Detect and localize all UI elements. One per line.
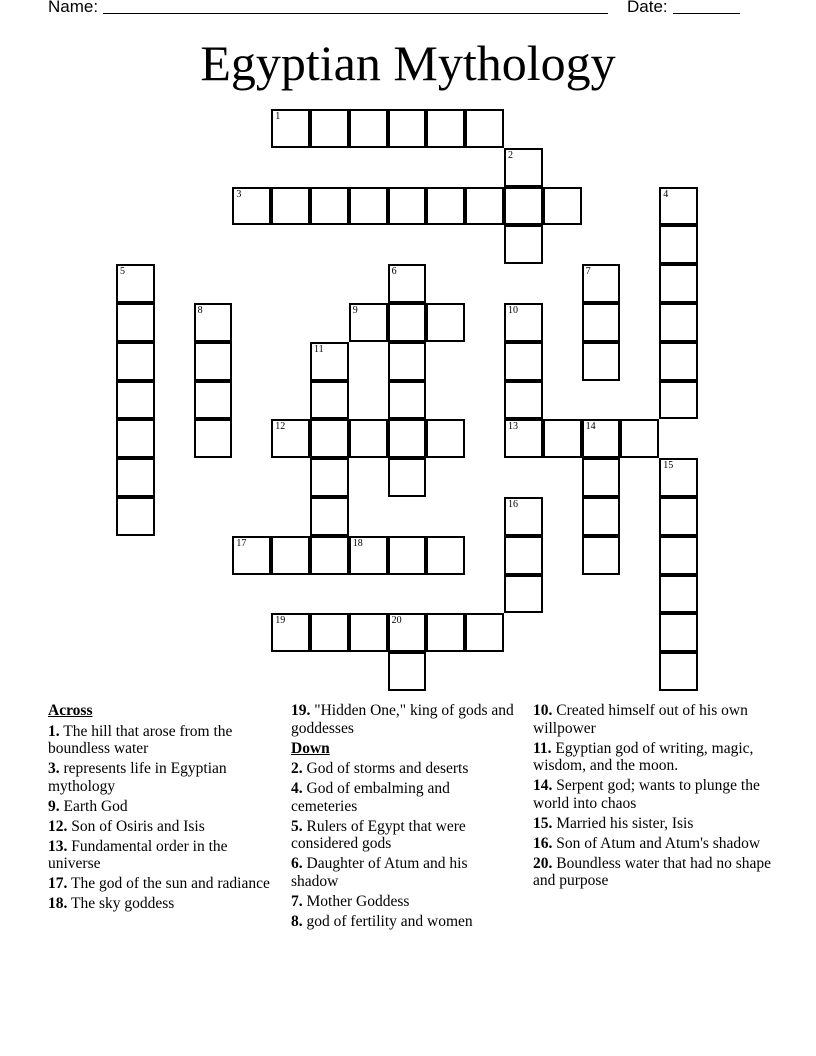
crossword-cell[interactable] [582,497,621,536]
crossword-cell[interactable] [388,458,427,497]
crossword-cell[interactable] [310,187,349,226]
crossword-cell[interactable] [620,419,659,458]
crossword-cell[interactable] [659,458,698,497]
clue-across: 9. Earth God [48,797,128,815]
clue-down: 4. God of embalming and cemeteries [291,780,450,815]
crossword-cell[interactable] [310,419,349,458]
clue-number: 18 [352,537,363,549]
clue-down: 10. Created himself out of his own willpower [533,702,748,737]
crossword-cell[interactable] [271,109,310,148]
crossword-cell[interactable] [388,419,427,458]
crossword-cell[interactable] [271,536,310,575]
clue-across: 1. The hill that arose from the boundless water [48,722,233,757]
crossword-cell[interactable] [349,187,388,226]
clue-across: 3. represents life in Egyptian mythology [48,760,227,795]
date-label: Date: [627,0,668,16]
clue-across: 13. Fundamental order in the universe [48,837,228,872]
crossword-cell[interactable] [310,536,349,575]
clue-number: 4 [663,188,669,200]
crossword-cell[interactable] [504,342,543,381]
clue-number: 6 [391,266,397,278]
crossword-cell[interactable] [582,458,621,497]
clue-down: 14. Serpent god; wants to plunge the world into chaos [533,777,760,812]
clue-down: 7. Mother Goddess [291,892,410,910]
crossword-cell[interactable] [504,303,543,342]
clue-down: 2. God of storms and deserts [291,760,469,777]
crossword-cell[interactable] [349,536,388,575]
clue-number: 9 [352,305,358,316]
clue-down: 15. Married his sister, Isis [533,814,694,832]
clue-number: 2 [508,149,513,161]
crossword-cell[interactable] [388,303,427,342]
crossword-cell[interactable] [504,381,543,420]
crossword-cell[interactable] [116,342,155,381]
crossword-cell[interactable] [426,613,465,652]
crossword-cell[interactable] [388,264,427,303]
crossword-cell[interactable] [271,187,310,226]
crossword-cell[interactable] [388,613,427,652]
crossword-cell[interactable] [659,381,698,420]
crossword-cell[interactable] [659,225,698,264]
crossword-cell[interactable] [194,303,233,342]
clues-column-1 [48,702,273,915]
crossword-cell[interactable] [310,613,349,652]
crossword-cell[interactable] [582,264,621,303]
crossword-cell[interactable] [388,536,427,575]
crossword-cell[interactable] [504,148,543,187]
crossword-cell[interactable] [310,109,349,148]
name-field[interactable] [103,13,608,14]
crossword-cell[interactable] [388,187,427,226]
clue-down: 8. god of fertility and women [291,912,473,930]
crossword-cell[interactable] [504,225,543,264]
crossword-cell[interactable] [116,303,155,342]
clue-number: 12 [275,421,286,433]
crossword-cell[interactable] [232,536,271,575]
crossword-cell[interactable] [504,419,543,458]
clue-down: 6. Daughter of Atum and his shadow [291,855,468,890]
crossword-cell[interactable] [116,458,155,497]
crossword-cell[interactable] [310,342,349,381]
crossword-cell[interactable] [543,187,582,226]
crossword-cell[interactable] [465,109,504,148]
crossword-cell[interactable] [426,303,465,342]
clue-number: 8 [197,305,203,316]
crossword-cell[interactable] [426,536,465,575]
crossword-cell[interactable] [194,342,233,381]
crossword-cell[interactable] [659,342,698,381]
crossword-cell[interactable] [116,419,155,458]
crossword-cell[interactable] [194,381,233,420]
crossword-cell[interactable] [504,497,543,536]
crossword-cell[interactable] [426,419,465,458]
crossword-cell[interactable] [116,381,155,420]
clue-number: 3 [236,188,242,200]
clue-across: 18. The sky goddess [48,895,175,912]
crossword-cell[interactable] [659,497,698,536]
clue-across: 19. "Hidden One," king of gods and goddesses [291,702,514,737]
clue-number: 20 [391,615,402,627]
crossword-cell[interactable] [388,109,427,148]
clue-across: 12. Son of Osiris and Isis [48,817,205,835]
clue-number: 13 [508,421,518,433]
crossword-cell[interactable] [582,419,621,458]
crossword-cell[interactable] [349,613,388,652]
crossword-cell[interactable] [659,187,698,226]
crossword-cell[interactable] [659,303,698,342]
crossword-cell[interactable] [194,419,233,458]
clue-down: 5. Rulers of Egypt that were considered gods [291,817,466,852]
crossword-cell[interactable] [388,652,427,691]
across-heading: Across [48,702,93,719]
clue-down: 16. Son of Atum and Atum's shadow [533,834,761,852]
crossword-cell[interactable] [659,575,698,614]
crossword-cell[interactable] [310,381,349,420]
crossword-cell[interactable] [543,419,582,458]
crossword-cell[interactable] [388,342,427,381]
crossword-cell[interactable] [582,303,621,342]
crossword-cell[interactable] [659,536,698,575]
clue-number: 11 [314,343,324,355]
clue-across: 17. The god of the sun and radiance [48,875,270,892]
crossword-cell[interactable] [465,187,504,226]
crossword-cell[interactable] [349,419,388,458]
clue-number: 10 [508,305,518,316]
crossword-cell[interactable] [504,536,543,575]
crossword-cell[interactable] [659,652,698,691]
crossword-cell[interactable] [271,419,310,458]
clue-number: 15 [663,460,674,472]
clue-number: 5 [120,266,125,278]
clue-number: 7 [585,266,591,278]
crossword-cell[interactable] [659,613,698,652]
clues-column-2 [291,702,516,933]
clue-number: 16 [508,499,518,510]
down-heading: Down [291,739,330,757]
clue-number: 19 [275,615,286,627]
clue-number: 1 [275,111,281,122]
page-title: Egyptian Mythology [200,35,616,91]
crossword-cell[interactable] [310,458,349,497]
crossword-cell[interactable] [388,381,427,420]
crossword-cell[interactable] [659,264,698,303]
crossword-cell[interactable] [582,536,621,575]
crossword-cell[interactable] [465,613,504,652]
crossword-cell[interactable] [582,342,621,381]
clue-number: 14 [585,421,596,433]
crossword-cell[interactable] [271,613,310,652]
date-field[interactable] [673,13,740,14]
crossword-cell[interactable] [426,109,465,148]
crossword-cell[interactable] [504,187,543,226]
crossword-cell[interactable] [349,303,388,342]
clue-number: 17 [236,537,247,549]
crossword-cell[interactable] [504,575,543,614]
crossword-cell[interactable] [426,187,465,226]
crossword-cell[interactable] [116,264,155,303]
clue-down: 11. Egyptian god of writing, magic, wisdom, and the moon. [533,739,754,774]
name-label: Name: [48,0,99,16]
clue-down: 20. Boundless water that had no shape and purpose [533,854,772,889]
crossword-cell[interactable] [349,109,388,148]
crossword-cell[interactable] [116,497,155,536]
clues-column-3 [533,702,773,892]
crossword-cell[interactable] [310,497,349,536]
crossword-cell[interactable] [232,187,271,226]
